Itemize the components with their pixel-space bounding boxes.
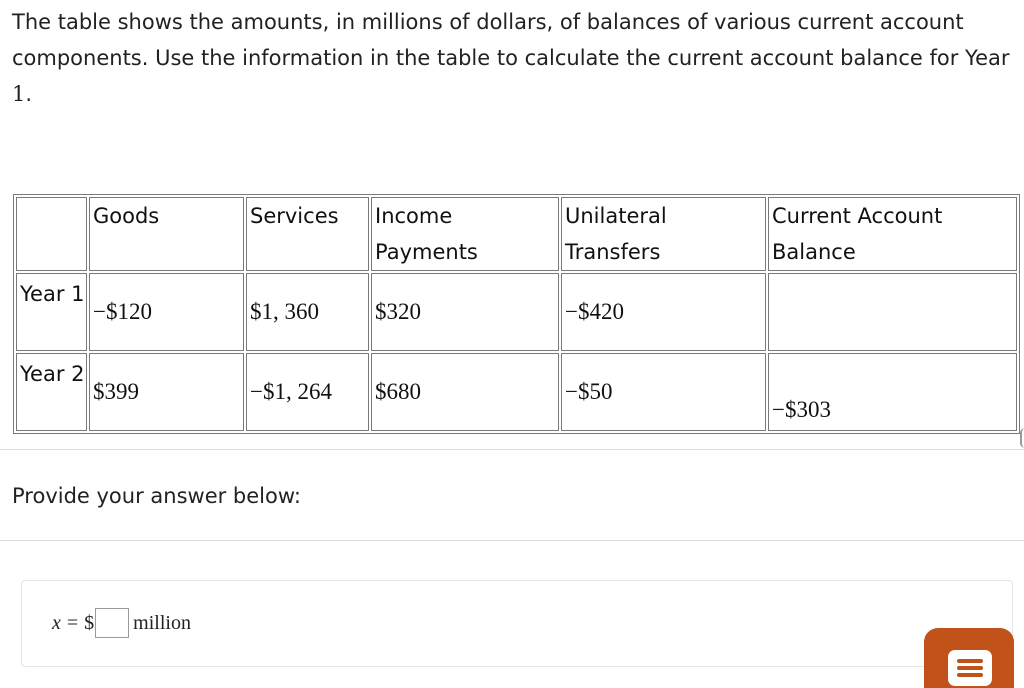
table-header-cell: Unilateral Transfers: [561, 197, 766, 271]
table-cell: −$120: [89, 273, 244, 351]
chat-lines-icon: [948, 650, 992, 686]
table-header-cell: [16, 197, 87, 271]
answer-line: [52, 606, 191, 640]
currency-symbol: $: [84, 611, 95, 634]
table-header-cell: Services: [246, 197, 369, 271]
chat-button[interactable]: [924, 628, 1014, 688]
table-row: [16, 353, 1017, 431]
table-cell: $680: [371, 353, 559, 431]
table-cell: $399: [89, 353, 244, 431]
table-header-row: [16, 197, 1017, 271]
table-cell: $320: [371, 273, 559, 351]
question-text: The table shows the amounts, in millions of dollars, of balances of various current account components. Use the information in the table to calculate the current account balance for Year 1.: [12, 10, 1010, 106]
equals-sign: =: [66, 611, 79, 634]
divider: [0, 449, 1024, 450]
row-label: Year 2: [16, 353, 87, 431]
answer-input[interactable]: [95, 608, 129, 638]
table-cell: −$420: [561, 273, 766, 351]
divider: [0, 540, 1024, 541]
table-row: [16, 273, 1017, 351]
table-cell: −$50: [561, 353, 766, 431]
scroll-edge-indicator: [1020, 428, 1024, 448]
table-cell: $1, 360: [246, 273, 369, 351]
unit-label: million: [133, 611, 191, 634]
table-header-cell: Income Payments: [371, 197, 559, 271]
table-cell: −$1, 264: [246, 353, 369, 431]
table-header-cell: Goods: [89, 197, 244, 271]
table-cell: [768, 273, 1017, 351]
table-header-cell: Current Account Balance: [768, 197, 1017, 271]
current-account-table: [13, 194, 1020, 434]
answer-variable: x: [52, 611, 61, 634]
question-year-number: 1: [12, 82, 26, 106]
row-label: Year 1: [16, 273, 87, 351]
table-cell: −$303: [768, 353, 1017, 431]
answer-prompt: Provide your answer below:: [12, 484, 301, 508]
